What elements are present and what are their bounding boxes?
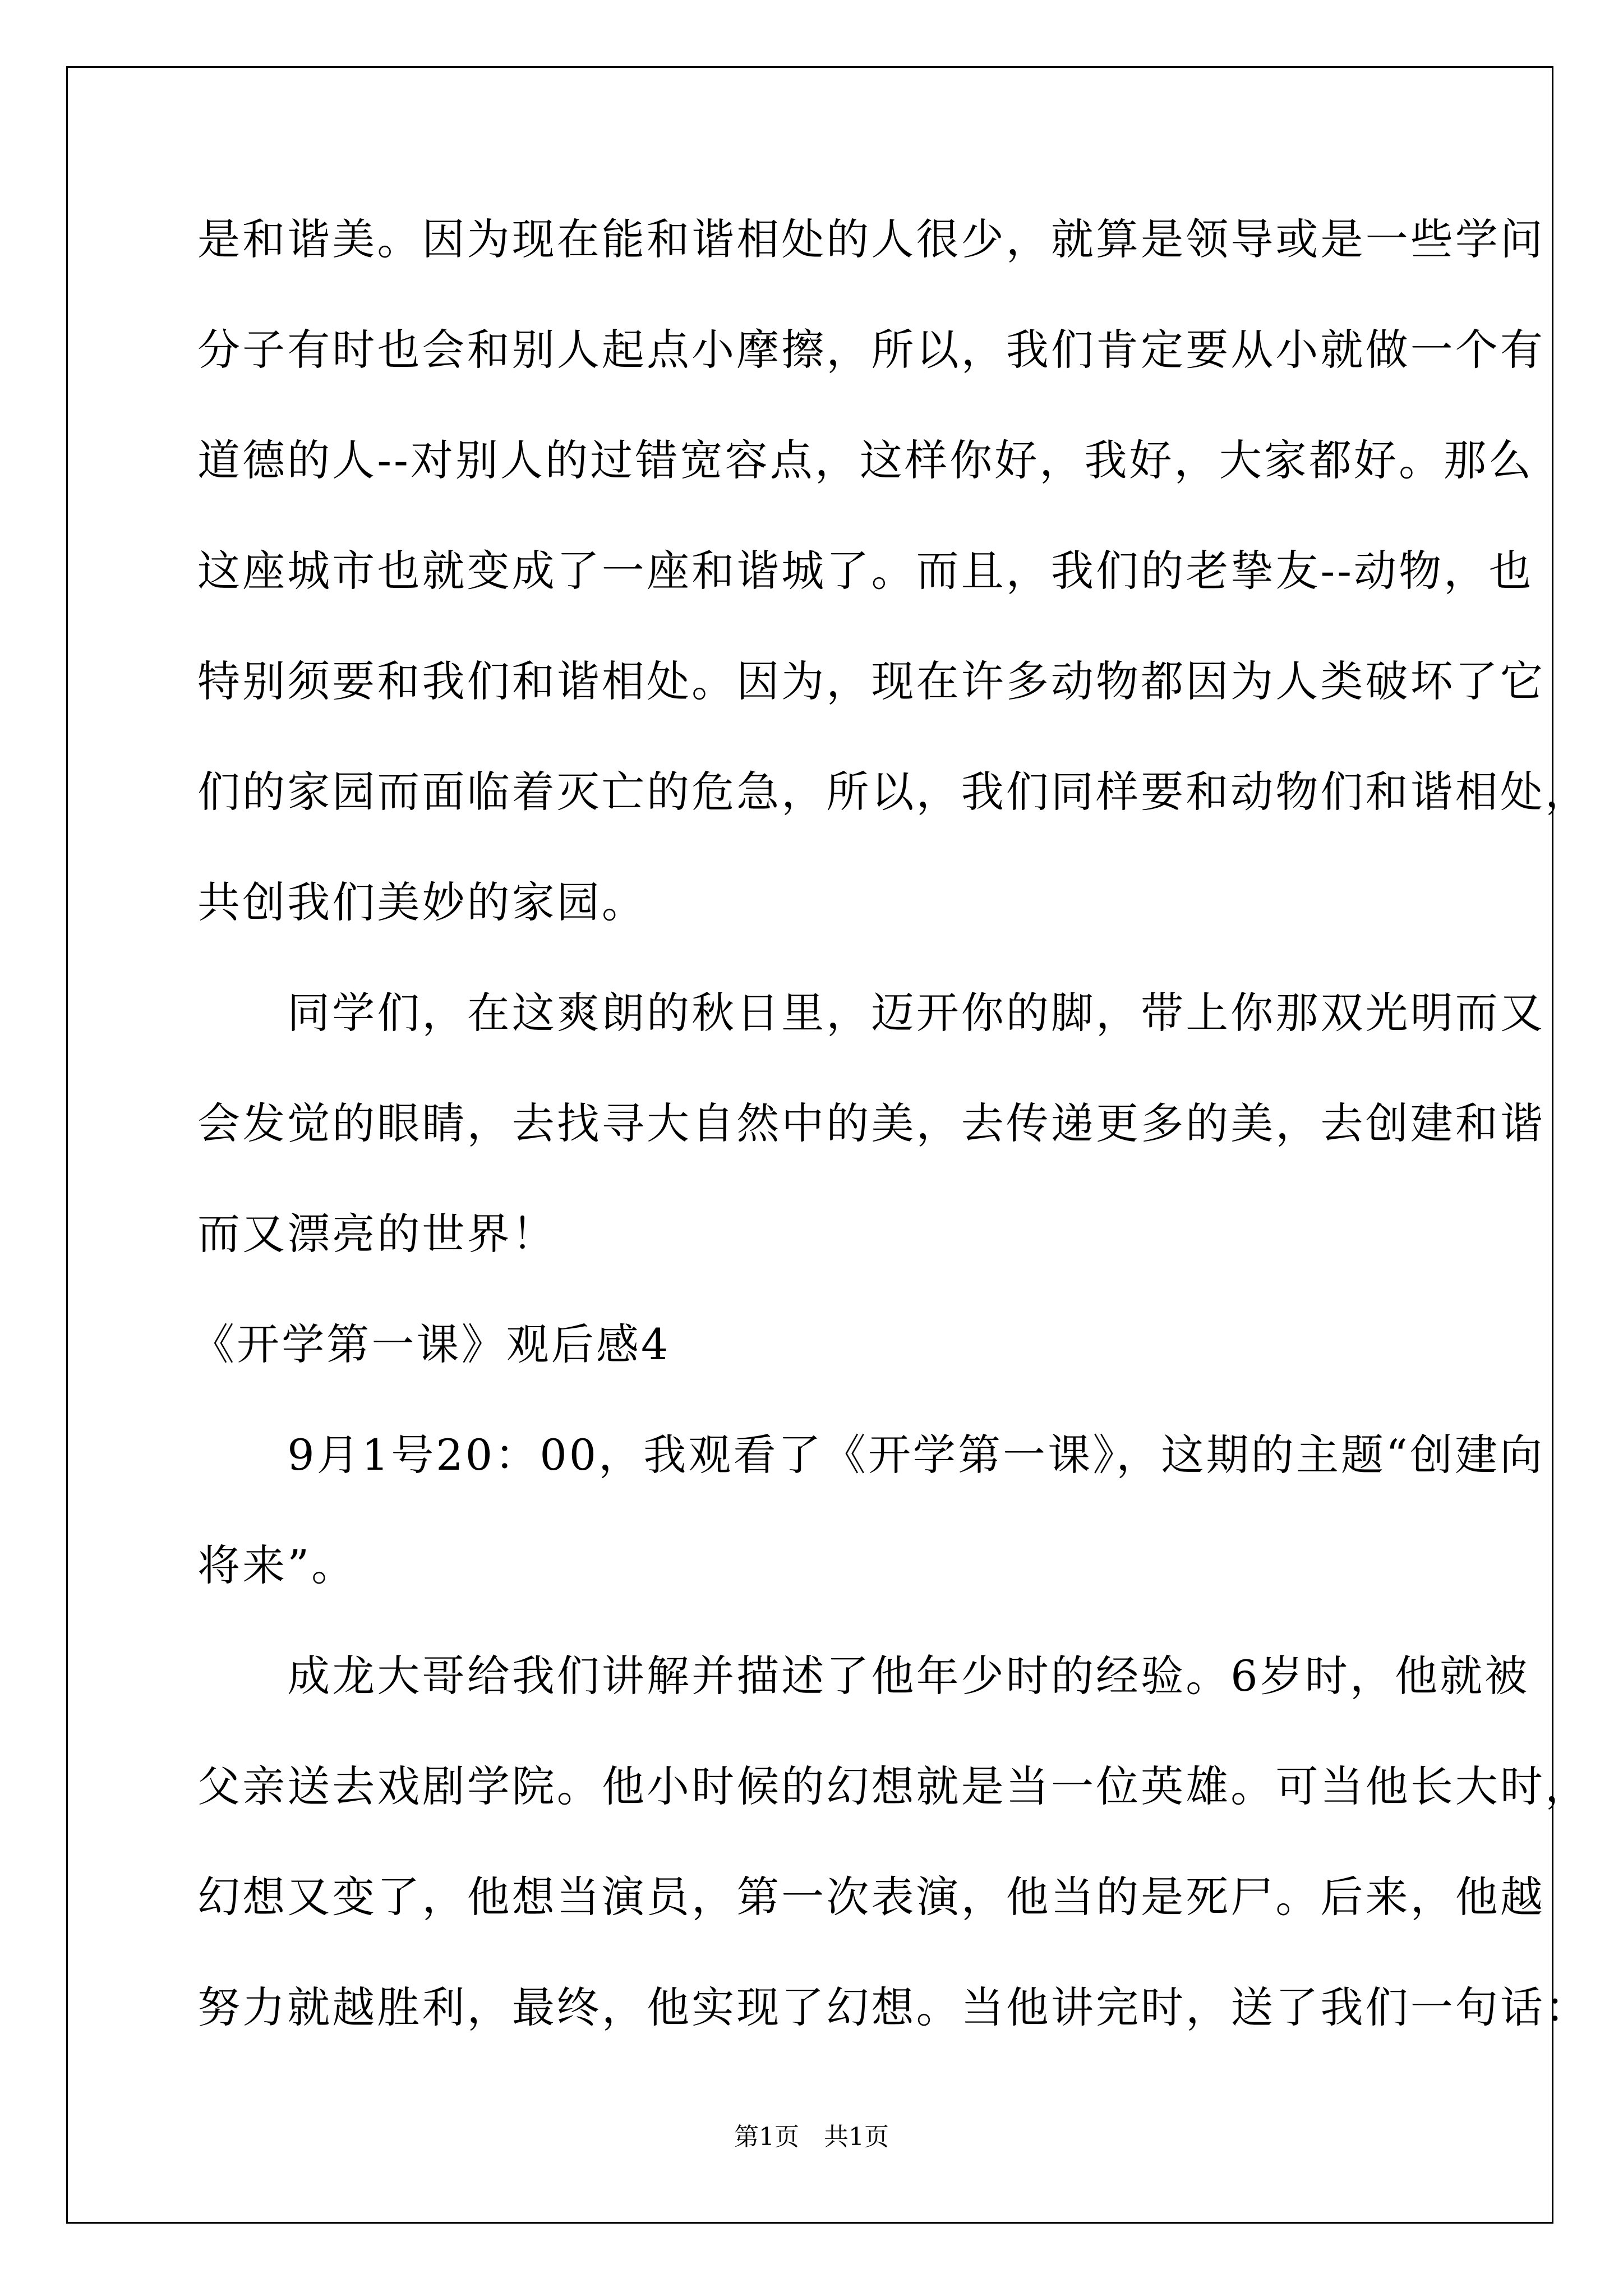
text-line: 道德的人--对别人的过错宽容点，这样你好，我好，大家都好。那么 [197,435,1534,485]
text-line: 努力就越胜利，最终，他实现了幻想。当他讲完时，送了我们一句话： [197,1982,1590,2032]
page-footer: 第1页 共1页 [734,2123,889,2151]
paragraph-start: 9月1号20：00，我观看了《开学第一课》，这期的主题“创建向 [197,1430,1545,1480]
paragraph-start: 成龙大哥给我们讲解并描述了他年少时的经验。6岁时，他就被 [197,1651,1530,1701]
text-line: 父亲送去戏剧学院。他小时候的幻想就是当一位英雄。可当他长大时， [197,1761,1590,1811]
text-line: 是和谐美。因为现在能和谐相处的人很少，就算是领导或是一些学问 [197,214,1545,264]
text-line: 而又漂亮的世界！ [197,1209,557,1259]
text-line: 们的家园而面临着灭亡的危急，所以，我们同样要和动物们和谐相处， [197,767,1590,817]
text-line: 这座城市也就变成了一座和谐城了。而且，我们的老挚友--动物，也 [197,546,1534,596]
text-line: 特别须要和我们和谐相处。因为，现在许多动物都因为人类破坏了它 [197,656,1545,706]
text-line: 会发觉的眼睛，去找寻大自然中的美，去传递更多的美，去创建和谐 [197,1098,1545,1148]
text-line: 分子有时也会和别人起点小摩擦，所以，我们肯定要从小就做一个有 [197,325,1545,375]
section-heading: 《开学第一课》观后感4 [192,1319,671,1369]
text-line: 幻想又变了，他想当演员，第一次表演，他当的是死尸。后来，他越 [197,1872,1545,1922]
text-line: 共创我们美妙的家园。 [197,877,647,927]
paragraph-start: 同学们，在这爽朗的秋日里，迈开你的脚，带上你那双光明而又 [197,988,1545,1038]
text-line: 将来”。 [197,1540,357,1590]
